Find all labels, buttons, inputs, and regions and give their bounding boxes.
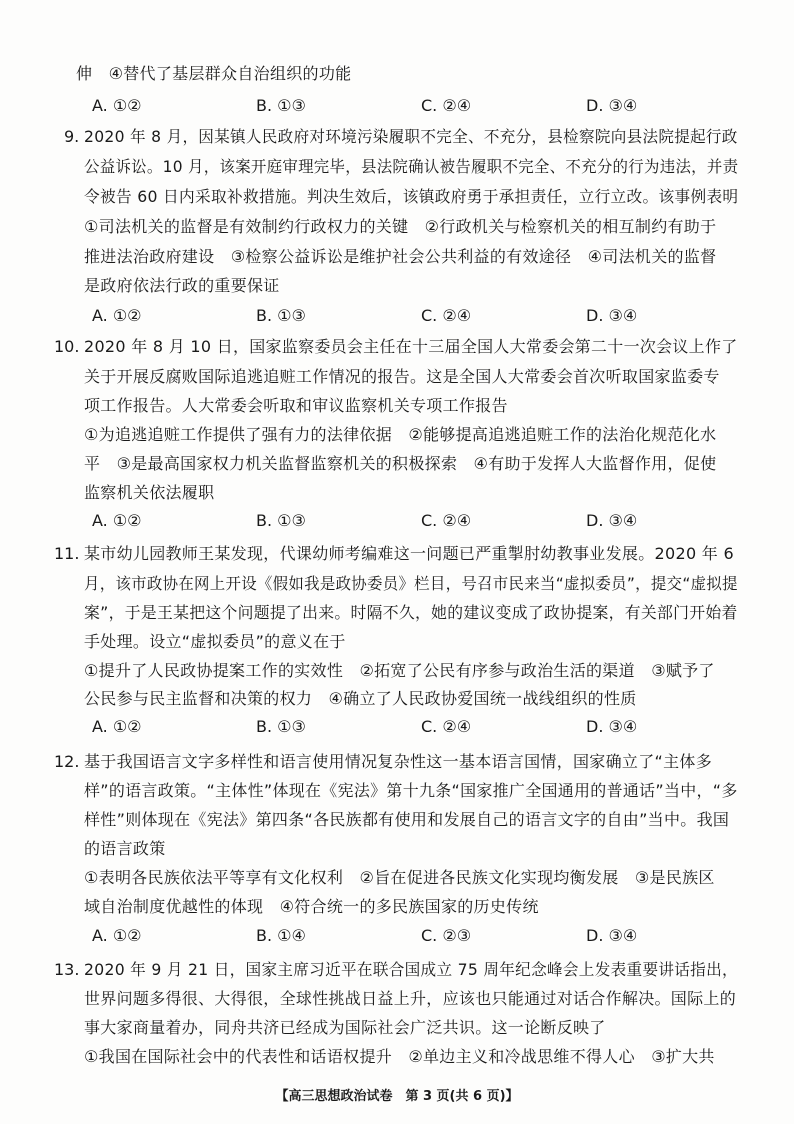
q12-line-3: 样性”则体现在《宪法》第四条“各民族都有使用和发展自己的语言文字的自由”当中。我国: [84, 810, 730, 829]
q9-line-3: 令被告 60 日内采取补救措施。判决生效后，该镇政府勇于承担责任，立行立改。该事例表明: [84, 187, 739, 206]
q11-option-a: A. ①②: [92, 717, 142, 736]
q11-line-4: 手处理。设立“虚拟委员”的意义在于: [84, 632, 346, 651]
q10-options: [92, 510, 692, 532]
q9-line-2: 公益诉讼。10 月，该案开庭审理完毕，县法院确认被告履职不完全、不充分的行为违法，并责: [84, 157, 739, 176]
q12-line-5: ①表明各民族依法平等享有文化权利 ②旨在促进各民族文化实现均衡发展 ③是民族区: [84, 868, 715, 887]
q11-option-d: D. ③④: [586, 717, 638, 736]
q9-option-d: D. ③④: [586, 306, 638, 325]
q9-number: 9.: [64, 127, 80, 146]
q10-line-3: 项工作报告。人大常委会听取和审议监察机关专项工作报告: [84, 396, 508, 415]
q11-line-5: ①提升了人民政协提案工作的实效性 ②拓宽了公民有序参与政治生活的渠道 ③赋予了: [84, 661, 715, 680]
q11-number: 11.: [54, 544, 80, 563]
q10-line-2: 关于开展反腐败国际追逃追赃工作情况的报告。这是全国人大常委会首次听取国家监委专: [84, 367, 720, 386]
q10-option-b: B. ①③: [256, 511, 306, 530]
q10-number: 10.: [54, 337, 80, 356]
q10-line-1: 2020 年 8 月 10 日，国家监察委员会主任在十三届全国人大常委会第二十一次会议上作了: [84, 337, 738, 356]
q12-line-1: 基于我国语言文字多样性和语言使用情况复杂性这一基本语言国情，国家确立了“主体多: [84, 752, 712, 771]
q9-line-6: 是政府依法行政的重要保证: [84, 276, 280, 295]
q11-line-1: 某市幼儿园教师王某发现，代课幼师考编难这一问题已严重掣肘幼教事业发展。2020 年 6: [84, 544, 734, 563]
q11-line-3: 案”，于是王某把这个问题提了出来。时隔不久，她的建议变成了政协提案，有关部门开始着: [84, 603, 738, 622]
q8-tail-line: 伸 ④替代了基层群众自治组织的功能: [76, 64, 352, 83]
q9-options: [92, 305, 692, 327]
q13-number: 13.: [54, 960, 80, 979]
q8-options: [92, 95, 692, 117]
q11-options: [92, 716, 692, 738]
q11-line-2: 月，该市政协在网上开设《假如我是政协委员》栏目，号召市民来当“虚拟委员”，提交“虚拟提: [84, 574, 738, 593]
q9-option-b: B. ①③: [256, 306, 306, 325]
q11-line-6: 公民参与民主监督和决策的权力 ④确立了人民政协爱国统一战线组织的性质: [84, 689, 637, 708]
q9-line-1: 2020 年 8 月，因某镇人民政府对环境污染履职不完全、不充分，县检察院向县法院提起行政: [84, 127, 738, 146]
q10-option-a: A. ①②: [92, 511, 142, 530]
q12-line-6: 域自治制度优越性的体现 ④符合统一的多民族国家的历史传统: [84, 897, 539, 916]
q12-line-2: 样”的语言政策。“主体性”体现在《宪法》第十九条“国家推广全国通用的普通话”当中，“多: [84, 781, 738, 800]
q8-option-d: D. ③④: [586, 96, 638, 115]
q12-number: 12.: [54, 752, 80, 771]
q12-option-c: C. ②③: [421, 926, 472, 945]
q13-line-3: 事大家商量着办，同舟共济已经成为国际社会广泛共识。这一论断反映了: [84, 1018, 606, 1037]
q8-option-a: A. ①②: [92, 96, 142, 115]
q11-option-c: C. ②④: [421, 717, 472, 736]
q8-option-c: C. ②④: [421, 96, 472, 115]
q10-line-5: 平 ③是最高国家权力机关监督监察机关的积极探索 ④有助于发挥人大监督作用，促使: [84, 454, 717, 473]
q10-option-d: D. ③④: [586, 511, 638, 530]
q11-option-b: B. ①③: [256, 717, 306, 736]
q8-option-b: B. ①③: [256, 96, 306, 115]
q12-option-b: B. ①④: [256, 926, 306, 945]
q13-line-1: 2020 年 9 月 21 日，国家主席习近平在联合国成立 75 周年纪念峰会上发表重要讲话指出，: [84, 960, 738, 979]
q13-line-4: ①我国在国际社会中的代表性和话语权提升 ②单边主义和冷战思维不得人心 ③扩大共: [84, 1047, 715, 1066]
page-footer: 【高三思想政治试卷 第 3 页(共 6 页)】: [275, 1089, 519, 1104]
q10-line-6: 监察机关依法履职: [84, 483, 215, 502]
q9-option-a: A. ①②: [92, 306, 142, 325]
q12-option-a: A. ①②: [92, 926, 142, 945]
q10-option-c: C. ②④: [421, 511, 472, 530]
q9-line-4: ①司法机关的监督是有效制约行政权力的关键 ②行政机关与检察机关的相互制约有助于: [84, 217, 717, 236]
q12-option-d: D. ③④: [586, 926, 638, 945]
q13-line-2: 世界问题多得很、大得很，全球性挑战日益上升，应该也只能通过对话合作解决。国际上的: [84, 989, 737, 1008]
q9-line-5: 推进法治政府建设 ③检察公益诉讼是维护社会公共利益的有效途径 ④司法机关的监督: [84, 247, 717, 266]
q9-option-c: C. ②④: [421, 306, 472, 325]
q12-line-4: 的语言政策: [84, 839, 166, 858]
q12-options: [92, 925, 692, 947]
q10-line-4: ①为追逃追赃工作提供了强有力的法律依据 ②能够提高追逃追赃工作的法治化规范化水: [84, 425, 717, 444]
